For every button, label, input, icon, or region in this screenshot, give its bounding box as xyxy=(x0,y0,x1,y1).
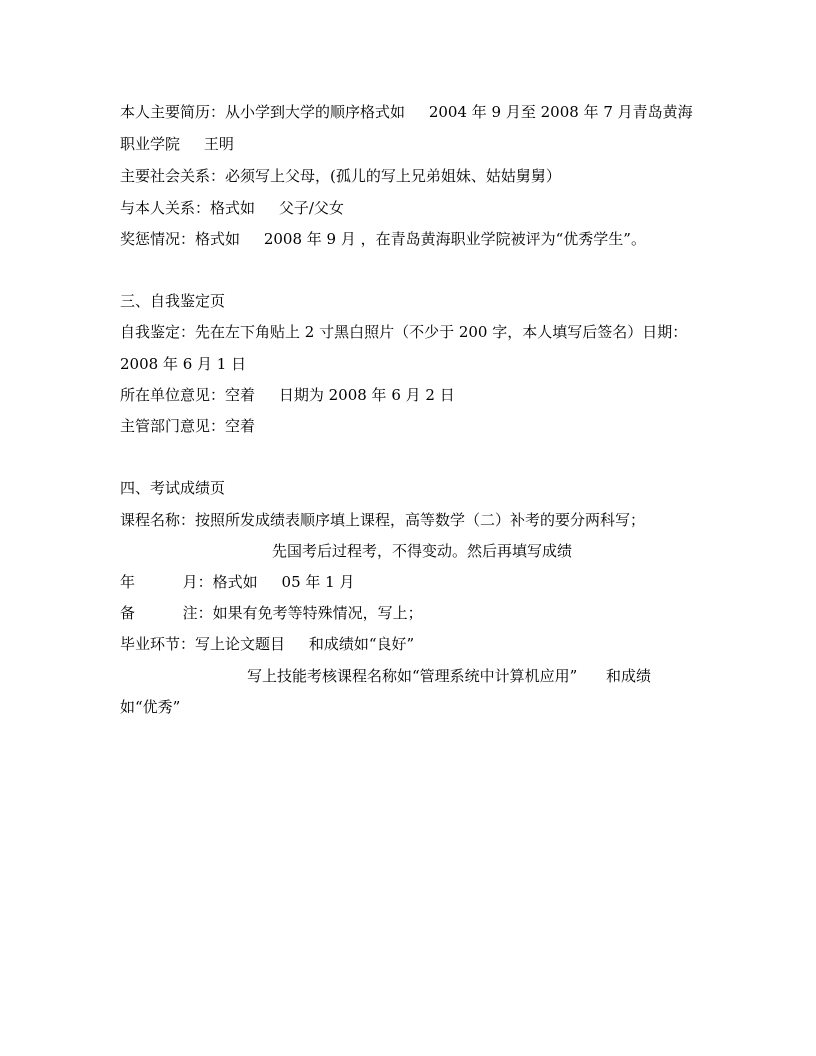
remarks-line: 备 注：如果有免考等特殊情况，写上； xyxy=(120,604,423,622)
social-relations-line: 主要社会关系：必须写上父母，(孤儿的写上兄弟姐妹、姑姑舅舅） xyxy=(120,167,561,185)
self-assessment-line: 自我鉴定：先在左下角贴上 2 寸黑白照片（不少于 200 字，本人填写后签名）日期： xyxy=(120,323,688,341)
unit-opinion-line: 所在单位意见：空着 日期为 2008 年 6 月 2 日 xyxy=(120,386,455,404)
relationship-line: 与本人关系：格式如 父子/父女 xyxy=(120,199,344,217)
year-month-line: 年 月：格式如 05 年 1 月 xyxy=(120,573,355,591)
course-order-line: 先国考后过程考，不得变动。然后再填写成绩 xyxy=(272,542,573,560)
resume-history-line: 本人主要简历：从小学到大学的顺序格式如 2004 年 9 月至 2008 年 7 月青岛黄海 xyxy=(120,103,693,121)
rewards-line: 奖惩情况：格式如 2008 年 9 月 ，在青岛黄海职业学院被评为“优秀学生”。 xyxy=(120,230,646,248)
skill-assessment-line: 写上技能考核课程名称如“管理系统中计算机应用” 和成绩 xyxy=(247,667,651,685)
resume-history-continuation: 职业学院 王明 xyxy=(120,135,234,153)
graduation-thesis-line: 毕业环节：写上论文题目 和成绩如“良好” xyxy=(120,635,415,653)
exam-scores-heading: 四、考试成绩页 xyxy=(120,479,226,497)
department-opinion-line: 主管部门意见：空着 xyxy=(120,417,256,435)
course-name-line: 课程名称：按照所发成绩表顺序填上课程，高等数学（二）补考的要分两科写； xyxy=(120,511,646,529)
skill-assessment-grade: 如“优秀” xyxy=(120,698,181,716)
self-assessment-date: 2008 年 6 月 1 日 xyxy=(120,355,247,373)
self-assessment-heading: 三、自我鉴定页 xyxy=(120,292,226,310)
